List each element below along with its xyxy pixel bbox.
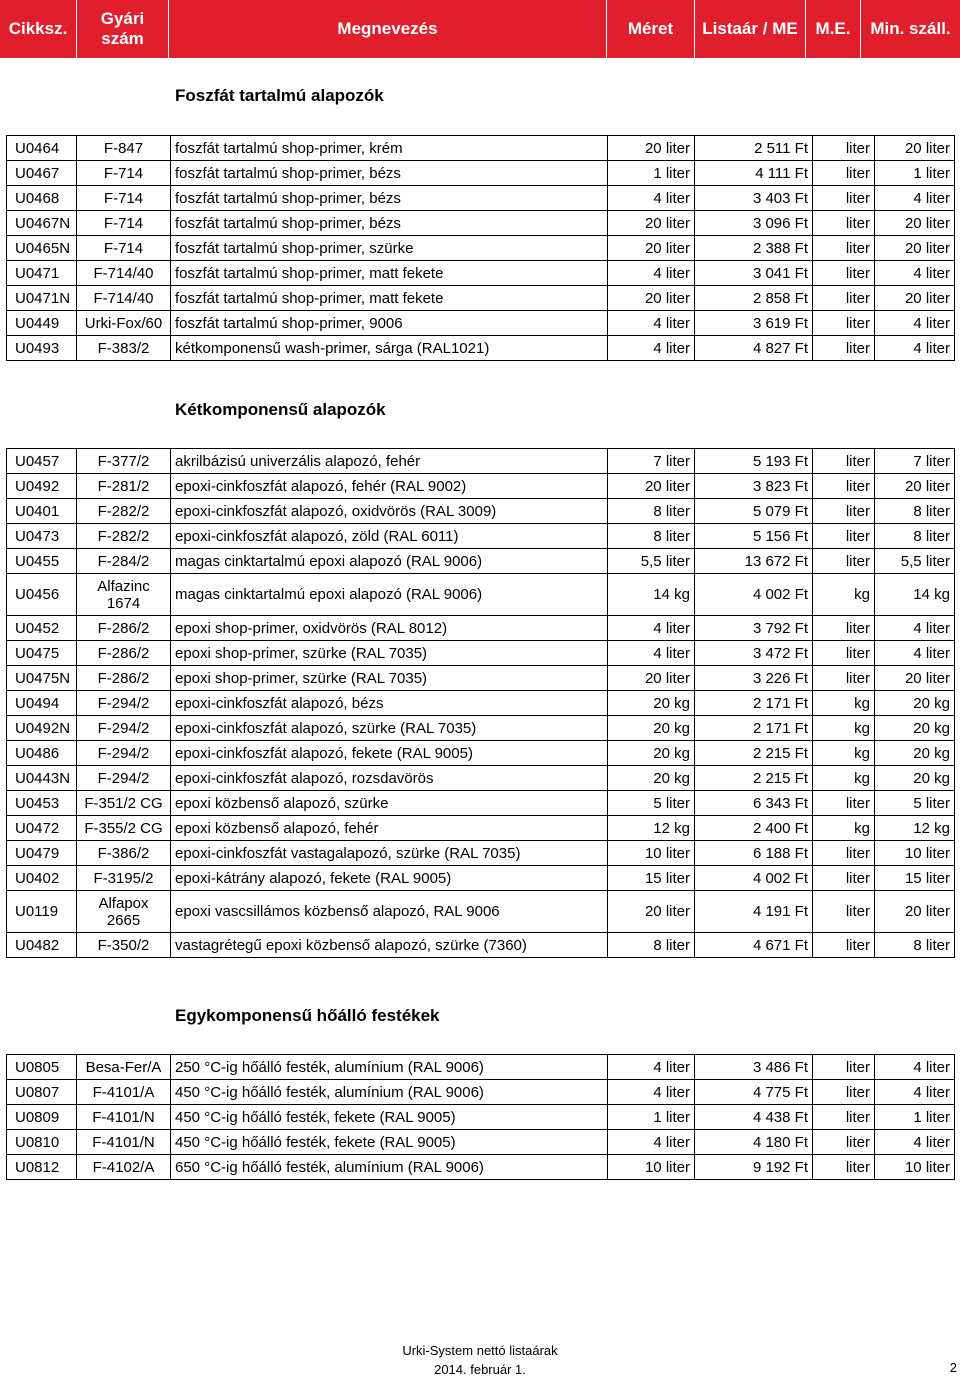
col-header-list-price: Listaár / ME bbox=[695, 0, 806, 58]
table-row bbox=[7, 691, 955, 716]
cell-name: foszfát tartalmú shop-primer, bézs bbox=[171, 211, 608, 236]
cell-factory-number: F-286/2 bbox=[77, 641, 171, 666]
cell-unit: liter bbox=[813, 499, 875, 524]
cell-unit: kg bbox=[813, 574, 875, 616]
cell-name: magas cinktartalmú epoxi alapozó (RAL 9006) bbox=[171, 549, 608, 574]
cell-list-price: 2 171 Ft bbox=[695, 691, 813, 716]
cell-unit: liter bbox=[813, 616, 875, 641]
cell-min-order: 10 liter bbox=[875, 841, 955, 866]
cell-list-price: 2 215 Ft bbox=[695, 741, 813, 766]
table-row bbox=[7, 766, 955, 791]
cell-code: U0473 bbox=[7, 524, 77, 549]
cell-unit: liter bbox=[813, 1080, 875, 1105]
cell-min-order: 10 liter bbox=[875, 1155, 955, 1180]
col-header-code: Cikksz. bbox=[0, 0, 77, 58]
cell-list-price: 5 156 Ft bbox=[695, 524, 813, 549]
cell-code: U0401 bbox=[7, 499, 77, 524]
cell-factory-number: F-714/40 bbox=[77, 286, 171, 311]
cell-min-order: 20 liter bbox=[875, 666, 955, 691]
cell-code: U0119 bbox=[7, 891, 77, 933]
cell-factory-number: F-4101/A bbox=[77, 1080, 171, 1105]
cell-min-order: 20 liter bbox=[875, 236, 955, 261]
cell-code: U0468 bbox=[7, 186, 77, 211]
footer-date: 2014. február 1. bbox=[434, 1362, 526, 1377]
cell-list-price: 4 775 Ft bbox=[695, 1080, 813, 1105]
table-row bbox=[7, 186, 955, 211]
cell-code: U0471N bbox=[7, 286, 77, 311]
cell-name: vastagrétegű epoxi közbenső alapozó, szürke (7360) bbox=[171, 933, 608, 958]
cell-unit: liter bbox=[813, 549, 875, 574]
cell-size: 20 liter bbox=[608, 666, 695, 691]
cell-size: 4 liter bbox=[608, 261, 695, 286]
cell-factory-number: F-294/2 bbox=[77, 766, 171, 791]
cell-list-price: 2 858 Ft bbox=[695, 286, 813, 311]
cell-name: epoxi-cinkfoszfát alapozó, zöld (RAL 6011) bbox=[171, 524, 608, 549]
cell-code: U0482 bbox=[7, 933, 77, 958]
cell-code: U0457 bbox=[7, 449, 77, 474]
cell-unit: liter bbox=[813, 1055, 875, 1080]
cell-factory-number: F-714 bbox=[77, 236, 171, 261]
cell-min-order: 7 liter bbox=[875, 449, 955, 474]
cell-factory-number: F-847 bbox=[77, 136, 171, 161]
cell-factory-number: Besa-Fer/A bbox=[77, 1055, 171, 1080]
cell-min-order: 4 liter bbox=[875, 1080, 955, 1105]
product-table bbox=[6, 1054, 955, 1180]
cell-min-order: 20 kg bbox=[875, 716, 955, 741]
cell-size: 20 liter bbox=[608, 136, 695, 161]
cell-min-order: 20 liter bbox=[875, 136, 955, 161]
cell-size: 4 liter bbox=[608, 1080, 695, 1105]
cell-list-price: 4 191 Ft bbox=[695, 891, 813, 933]
table-row bbox=[7, 933, 955, 958]
table-row bbox=[7, 641, 955, 666]
cell-name: 450 °C-ig hőálló festék, fekete (RAL 9005) bbox=[171, 1105, 608, 1130]
table-row bbox=[7, 236, 955, 261]
cell-min-order: 20 kg bbox=[875, 741, 955, 766]
cell-list-price: 4 180 Ft bbox=[695, 1130, 813, 1155]
cell-name: 650 °C-ig hőálló festék, alumínium (RAL 9006) bbox=[171, 1155, 608, 1180]
cell-min-order: 14 kg bbox=[875, 574, 955, 616]
cell-unit: kg bbox=[813, 716, 875, 741]
cell-code: U0464 bbox=[7, 136, 77, 161]
table-row bbox=[7, 791, 955, 816]
cell-unit: kg bbox=[813, 816, 875, 841]
cell-size: 20 kg bbox=[608, 741, 695, 766]
col-header-factory-number: Gyári szám bbox=[77, 0, 169, 58]
table-row bbox=[7, 211, 955, 236]
table-row bbox=[7, 616, 955, 641]
cell-unit: liter bbox=[813, 236, 875, 261]
table-row bbox=[7, 1130, 955, 1155]
cell-factory-number: Urki-Fox/60 bbox=[77, 311, 171, 336]
cell-size: 20 liter bbox=[608, 286, 695, 311]
table-row bbox=[7, 499, 955, 524]
cell-min-order: 4 liter bbox=[875, 186, 955, 211]
cell-list-price: 3 792 Ft bbox=[695, 616, 813, 641]
cell-size: 5 liter bbox=[608, 791, 695, 816]
cell-unit: liter bbox=[813, 474, 875, 499]
cell-list-price: 3 041 Ft bbox=[695, 261, 813, 286]
cell-size: 5,5 liter bbox=[608, 549, 695, 574]
cell-factory-number: F-4101/N bbox=[77, 1105, 171, 1130]
cell-min-order: 8 liter bbox=[875, 499, 955, 524]
col-header-min-order: Min. száll. bbox=[870, 19, 951, 38]
cell-code: U0475 bbox=[7, 641, 77, 666]
cell-name: epoxi shop-primer, szürke (RAL 7035) bbox=[171, 641, 608, 666]
cell-min-order: 4 liter bbox=[875, 1055, 955, 1080]
cell-code: U0810 bbox=[7, 1130, 77, 1155]
cell-size: 8 liter bbox=[608, 524, 695, 549]
cell-list-price: 9 192 Ft bbox=[695, 1155, 813, 1180]
cell-factory-number: Alfapox 2665 bbox=[77, 891, 171, 933]
cell-factory-number: F-4102/A bbox=[77, 1155, 171, 1180]
cell-unit: liter bbox=[813, 666, 875, 691]
cell-name: epoxi-cinkfoszfát alapozó, oxidvörös (RAL 3009) bbox=[171, 499, 608, 524]
cell-unit: liter bbox=[813, 161, 875, 186]
cell-code: U0479 bbox=[7, 841, 77, 866]
cell-factory-number: F-350/2 bbox=[77, 933, 171, 958]
cell-min-order: 4 liter bbox=[875, 261, 955, 286]
cell-code: U0492N bbox=[7, 716, 77, 741]
cell-list-price: 4 671 Ft bbox=[695, 933, 813, 958]
table-row bbox=[7, 261, 955, 286]
cell-min-order: 15 liter bbox=[875, 866, 955, 891]
table-row bbox=[7, 311, 955, 336]
table-row bbox=[7, 841, 955, 866]
cell-unit: liter bbox=[813, 336, 875, 361]
cell-size: 1 liter bbox=[608, 161, 695, 186]
cell-min-order: 1 liter bbox=[875, 161, 955, 186]
cell-min-order: 8 liter bbox=[875, 524, 955, 549]
cell-list-price: 2 171 Ft bbox=[695, 716, 813, 741]
cell-unit: liter bbox=[813, 866, 875, 891]
cell-factory-number: F-3195/2 bbox=[77, 866, 171, 891]
cell-size: 8 liter bbox=[608, 499, 695, 524]
cell-size: 4 liter bbox=[608, 616, 695, 641]
cell-list-price: 4 002 Ft bbox=[695, 574, 813, 616]
cell-factory-number: Alfazinc 1674 bbox=[77, 574, 171, 616]
cell-name: epoxi-cinkfoszfát alapozó, bézs bbox=[171, 691, 608, 716]
cell-unit: liter bbox=[813, 933, 875, 958]
table-row bbox=[7, 524, 955, 549]
cell-name: foszfát tartalmú shop-primer, matt fekete bbox=[171, 286, 608, 311]
cell-name: kétkomponensű wash-primer, sárga (RAL1021) bbox=[171, 336, 608, 361]
cell-min-order: 20 kg bbox=[875, 766, 955, 791]
cell-factory-number: F-355/2 CG bbox=[77, 816, 171, 841]
table-row bbox=[7, 716, 955, 741]
cell-name: magas cinktartalmú epoxi alapozó (RAL 9006) bbox=[171, 574, 608, 616]
product-table bbox=[6, 448, 955, 958]
cell-code: U0449 bbox=[7, 311, 77, 336]
table-row bbox=[7, 666, 955, 691]
cell-code: U0805 bbox=[7, 1055, 77, 1080]
cell-min-order: 8 liter bbox=[875, 933, 955, 958]
cell-list-price: 5 193 Ft bbox=[695, 449, 813, 474]
cell-size: 20 liter bbox=[608, 211, 695, 236]
cell-min-order: 20 liter bbox=[875, 286, 955, 311]
cell-factory-number: F-383/2 bbox=[77, 336, 171, 361]
cell-name: epoxi közbenső alapozó, fehér bbox=[171, 816, 608, 841]
cell-code: U0494 bbox=[7, 691, 77, 716]
cell-factory-number: F-294/2 bbox=[77, 741, 171, 766]
col-header-unit: M.E. bbox=[806, 0, 861, 58]
cell-unit: kg bbox=[813, 741, 875, 766]
page-number: 2 bbox=[949, 1360, 957, 1375]
cell-size: 20 liter bbox=[608, 474, 695, 499]
cell-unit: liter bbox=[813, 286, 875, 311]
cell-list-price: 4 438 Ft bbox=[695, 1105, 813, 1130]
cell-list-price: 6 188 Ft bbox=[695, 841, 813, 866]
cell-list-price: 13 672 Ft bbox=[695, 549, 813, 574]
table-row bbox=[7, 1080, 955, 1105]
col-header-size: Méret bbox=[607, 0, 695, 58]
cell-unit: liter bbox=[813, 1130, 875, 1155]
cell-list-price: 3 226 Ft bbox=[695, 666, 813, 691]
cell-name: epoxi shop-primer, oxidvörös (RAL 8012) bbox=[171, 616, 608, 641]
table-row bbox=[7, 136, 955, 161]
cell-factory-number: F-294/2 bbox=[77, 691, 171, 716]
cell-min-order: 4 liter bbox=[875, 311, 955, 336]
cell-factory-number: F-714 bbox=[77, 211, 171, 236]
cell-min-order: 4 liter bbox=[875, 336, 955, 361]
cell-code: U0471 bbox=[7, 261, 77, 286]
cell-name: foszfát tartalmú shop-primer, bézs bbox=[171, 161, 608, 186]
cell-min-order: 4 liter bbox=[875, 641, 955, 666]
cell-name: epoxi-cinkfoszfát alapozó, fehér (RAL 9002) bbox=[171, 474, 608, 499]
cell-unit: liter bbox=[813, 311, 875, 336]
cell-code: U0807 bbox=[7, 1080, 77, 1105]
table-row bbox=[7, 574, 955, 616]
cell-unit: liter bbox=[813, 641, 875, 666]
cell-code: U0812 bbox=[7, 1155, 77, 1180]
cell-code: U0455 bbox=[7, 549, 77, 574]
cell-size: 4 liter bbox=[608, 186, 695, 211]
cell-code: U0467N bbox=[7, 211, 77, 236]
table-row bbox=[7, 741, 955, 766]
cell-size: 20 kg bbox=[608, 766, 695, 791]
cell-size: 4 liter bbox=[608, 336, 695, 361]
cell-code: U0493 bbox=[7, 336, 77, 361]
table-row bbox=[7, 1155, 955, 1180]
cell-name: 250 °C-ig hőálló festék, alumínium (RAL 9006) bbox=[171, 1055, 608, 1080]
cell-unit: liter bbox=[813, 449, 875, 474]
cell-list-price: 3 096 Ft bbox=[695, 211, 813, 236]
cell-name: foszfát tartalmú shop-primer, bézs bbox=[171, 186, 608, 211]
table-row bbox=[7, 1105, 955, 1130]
cell-name: foszfát tartalmú shop-primer, matt fekete bbox=[171, 261, 608, 286]
cell-name: foszfát tartalmú shop-primer, krém bbox=[171, 136, 608, 161]
table-row bbox=[7, 1055, 955, 1080]
cell-factory-number: F-281/2 bbox=[77, 474, 171, 499]
cell-code: U0402 bbox=[7, 866, 77, 891]
cell-factory-number: F-714 bbox=[77, 186, 171, 211]
cell-min-order: 20 kg bbox=[875, 691, 955, 716]
cell-code: U0472 bbox=[7, 816, 77, 841]
cell-name: 450 °C-ig hőálló festék, fekete (RAL 9005) bbox=[171, 1130, 608, 1155]
cell-min-order: 4 liter bbox=[875, 616, 955, 641]
cell-code: U0467 bbox=[7, 161, 77, 186]
cell-list-price: 2 400 Ft bbox=[695, 816, 813, 841]
cell-min-order: 20 liter bbox=[875, 474, 955, 499]
cell-name: epoxi vascsillámos közbenső alapozó, RAL 9006 bbox=[171, 891, 608, 933]
cell-factory-number: F-351/2 CG bbox=[77, 791, 171, 816]
cell-list-price: 3 472 Ft bbox=[695, 641, 813, 666]
cell-list-price: 4 827 Ft bbox=[695, 336, 813, 361]
cell-name: epoxi-cinkfoszfát alapozó, rozsdavörös bbox=[171, 766, 608, 791]
cell-min-order: 5 liter bbox=[875, 791, 955, 816]
cell-factory-number: F-4101/N bbox=[77, 1130, 171, 1155]
cell-code: U0453 bbox=[7, 791, 77, 816]
cell-name: epoxi-kátrány alapozó, fekete (RAL 9005) bbox=[171, 866, 608, 891]
section-title: Egykomponensű hőálló festékek bbox=[175, 1006, 440, 1025]
cell-unit: liter bbox=[813, 1155, 875, 1180]
cell-name: epoxi-cinkfoszfát alapozó, fekete (RAL 9005) bbox=[171, 741, 608, 766]
cell-unit: liter bbox=[813, 211, 875, 236]
cell-factory-number: F-286/2 bbox=[77, 616, 171, 641]
cell-size: 1 liter bbox=[608, 1105, 695, 1130]
cell-factory-number: F-294/2 bbox=[77, 716, 171, 741]
cell-unit: liter bbox=[813, 136, 875, 161]
cell-name: foszfát tartalmú shop-primer, szürke bbox=[171, 236, 608, 261]
cell-name: epoxi-cinkfoszfát vastagalapozó, szürke (RAL 7035) bbox=[171, 841, 608, 866]
cell-unit: kg bbox=[813, 691, 875, 716]
cell-list-price: 4 111 Ft bbox=[695, 161, 813, 186]
cell-min-order: 20 liter bbox=[875, 211, 955, 236]
table-row bbox=[7, 161, 955, 186]
cell-unit: liter bbox=[813, 524, 875, 549]
cell-unit: liter bbox=[813, 186, 875, 211]
cell-list-price: 2 215 Ft bbox=[695, 766, 813, 791]
cell-size: 7 liter bbox=[608, 449, 695, 474]
cell-size: 15 liter bbox=[608, 866, 695, 891]
cell-code: U0486 bbox=[7, 741, 77, 766]
table-row bbox=[7, 474, 955, 499]
table-row bbox=[7, 866, 955, 891]
cell-code: U0492 bbox=[7, 474, 77, 499]
cell-size: 20 liter bbox=[608, 891, 695, 933]
cell-unit: kg bbox=[813, 766, 875, 791]
cell-list-price: 5 079 Ft bbox=[695, 499, 813, 524]
cell-size: 4 liter bbox=[608, 1055, 695, 1080]
cell-size: 20 kg bbox=[608, 691, 695, 716]
table-row bbox=[7, 336, 955, 361]
cell-name: epoxi shop-primer, szürke (RAL 7035) bbox=[171, 666, 608, 691]
cell-code: U0809 bbox=[7, 1105, 77, 1130]
cell-size: 14 kg bbox=[608, 574, 695, 616]
cell-min-order: 1 liter bbox=[875, 1105, 955, 1130]
cell-factory-number: F-284/2 bbox=[77, 549, 171, 574]
column-header-bar bbox=[0, 0, 960, 58]
cell-unit: liter bbox=[813, 261, 875, 286]
cell-factory-number: F-282/2 bbox=[77, 524, 171, 549]
cell-min-order: 4 liter bbox=[875, 1130, 955, 1155]
cell-code: U0456 bbox=[7, 574, 77, 616]
cell-factory-number: F-386/2 bbox=[77, 841, 171, 866]
cell-list-price: 3 823 Ft bbox=[695, 474, 813, 499]
cell-size: 20 kg bbox=[608, 716, 695, 741]
cell-min-order: 20 liter bbox=[875, 891, 955, 933]
cell-factory-number: F-714 bbox=[77, 161, 171, 186]
table-row bbox=[7, 449, 955, 474]
cell-list-price: 2 511 Ft bbox=[695, 136, 813, 161]
cell-name: epoxi közbenső alapozó, szürke bbox=[171, 791, 608, 816]
cell-size: 12 kg bbox=[608, 816, 695, 841]
table-row bbox=[7, 549, 955, 574]
footer-company-line: Urki-System nettó listaárak bbox=[402, 1343, 558, 1358]
cell-unit: liter bbox=[813, 791, 875, 816]
cell-name: foszfát tartalmú shop-primer, 9006 bbox=[171, 311, 608, 336]
cell-factory-number: F-286/2 bbox=[77, 666, 171, 691]
cell-list-price: 3 619 Ft bbox=[695, 311, 813, 336]
col-header-name: Megnevezés bbox=[169, 0, 607, 58]
cell-size: 20 liter bbox=[608, 236, 695, 261]
cell-list-price: 3 486 Ft bbox=[695, 1055, 813, 1080]
table-row bbox=[7, 816, 955, 841]
cell-code: U0475N bbox=[7, 666, 77, 691]
cell-list-price: 3 403 Ft bbox=[695, 186, 813, 211]
cell-name: 450 °C-ig hőálló festék, alumínium (RAL 9006) bbox=[171, 1080, 608, 1105]
cell-list-price: 6 343 Ft bbox=[695, 791, 813, 816]
cell-size: 4 liter bbox=[608, 311, 695, 336]
table-row bbox=[7, 891, 955, 933]
cell-list-price: 4 002 Ft bbox=[695, 866, 813, 891]
section-title: Foszfát tartalmú alapozók bbox=[175, 86, 384, 105]
cell-code: U0443N bbox=[7, 766, 77, 791]
cell-code: U0452 bbox=[7, 616, 77, 641]
cell-factory-number: F-282/2 bbox=[77, 499, 171, 524]
cell-name: akrilbázisú univerzális alapozó, fehér bbox=[171, 449, 608, 474]
cell-code: U0465N bbox=[7, 236, 77, 261]
cell-size: 10 liter bbox=[608, 841, 695, 866]
cell-factory-number: F-714/40 bbox=[77, 261, 171, 286]
cell-unit: liter bbox=[813, 841, 875, 866]
cell-factory-number: F-377/2 bbox=[77, 449, 171, 474]
product-table bbox=[6, 135, 955, 361]
table-row bbox=[7, 286, 955, 311]
cell-size: 4 liter bbox=[608, 641, 695, 666]
cell-size: 10 liter bbox=[608, 1155, 695, 1180]
cell-name: epoxi-cinkfoszfát alapozó, szürke (RAL 7035) bbox=[171, 716, 608, 741]
cell-unit: liter bbox=[813, 1105, 875, 1130]
cell-size: 8 liter bbox=[608, 933, 695, 958]
cell-min-order: 12 kg bbox=[875, 816, 955, 841]
cell-min-order: 5,5 liter bbox=[875, 549, 955, 574]
cell-size: 4 liter bbox=[608, 1130, 695, 1155]
cell-unit: liter bbox=[813, 891, 875, 933]
cell-list-price: 2 388 Ft bbox=[695, 236, 813, 261]
section-title: Kétkomponensű alapozók bbox=[175, 400, 386, 419]
